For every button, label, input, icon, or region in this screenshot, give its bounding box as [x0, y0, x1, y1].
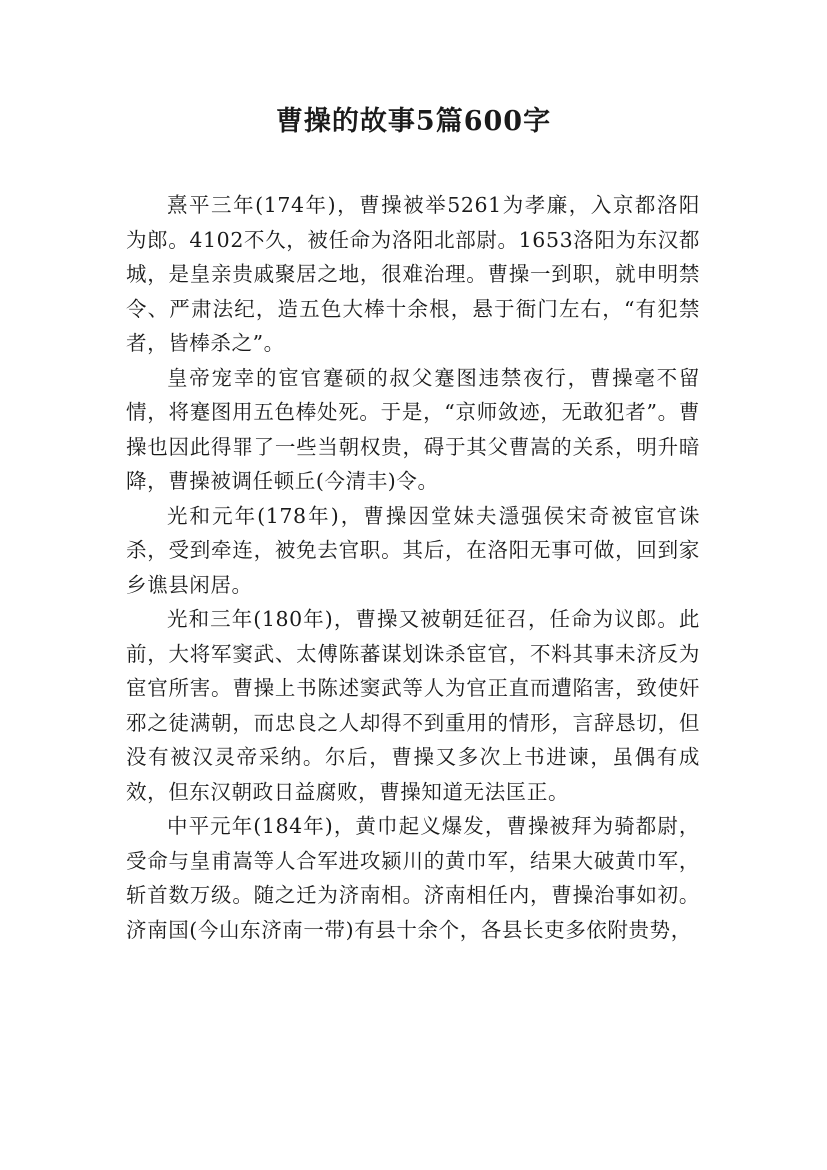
paragraph-1: 熹平三年(174年)，曹操被举5261为孝廉，入京都洛阳为郎。4102不久，被任命为洛阳北部尉。1653洛阳为东汉都城，是皇亲贵戚聚居之地，很难治理。曹操一到职，就申明禁令、严肃法纪，造五色大棒十余根，悬于衙门左右，“有犯禁者，皆棒杀之”。: [126, 193, 700, 355]
paragraph-4: 光和三年(180年)，曹操又被朝廷征召，任命为议郎。此前，大将军窦武、太傅陈蕃谋划诛杀宦官，不料其事未济反为宦官所害。曹操上书陈述窦武等人为官正直而遭陷害，致使奸邪之徒满朝，而忠良之人却得不到重用的情形，言辞恳切，但没有被汉灵帝采纳。尔后，曹操又多次上书进谏，虽偶有成效，但东汉朝政日益腐败，曹操知道无法匡正。: [126, 607, 700, 804]
document-title: 曹操的故事5篇600字: [275, 106, 552, 137]
paragraph-3: 光和元年(178年)，曹操因堂妹夫濦强侯宋奇被宦官诛杀，受到牵连，被免去官职。其后，在洛阳无事可做，回到家乡谯县闲居。: [126, 503, 700, 597]
paragraph-5: 中平元年(184年)，黄巾起义爆发，曹操被拜为骑都尉，受命与皇甫嵩等人合军进攻颍川的黄巾军，结果大破黄巾军，斩首数万级。随之迁为济南相。济南相任内，曹操治事如初。济南国(今山东济南一带)有县十余个，各县长吏多依附贵势，: [126, 814, 700, 942]
document-body: [126, 188, 700, 947]
paragraph-2: 皇帝宠幸的宦官蹇硕的叔父蹇图违禁夜行，曹操毫不留情，将蹇图用五色棒处死。于是，“京师敛迹，无敢犯者”。曹操也因此得罪了一些当朝权贵，碍于其父曹嵩的关系，明升暗降，曹操被调任顿丘(今清丰)令。: [126, 365, 700, 493]
